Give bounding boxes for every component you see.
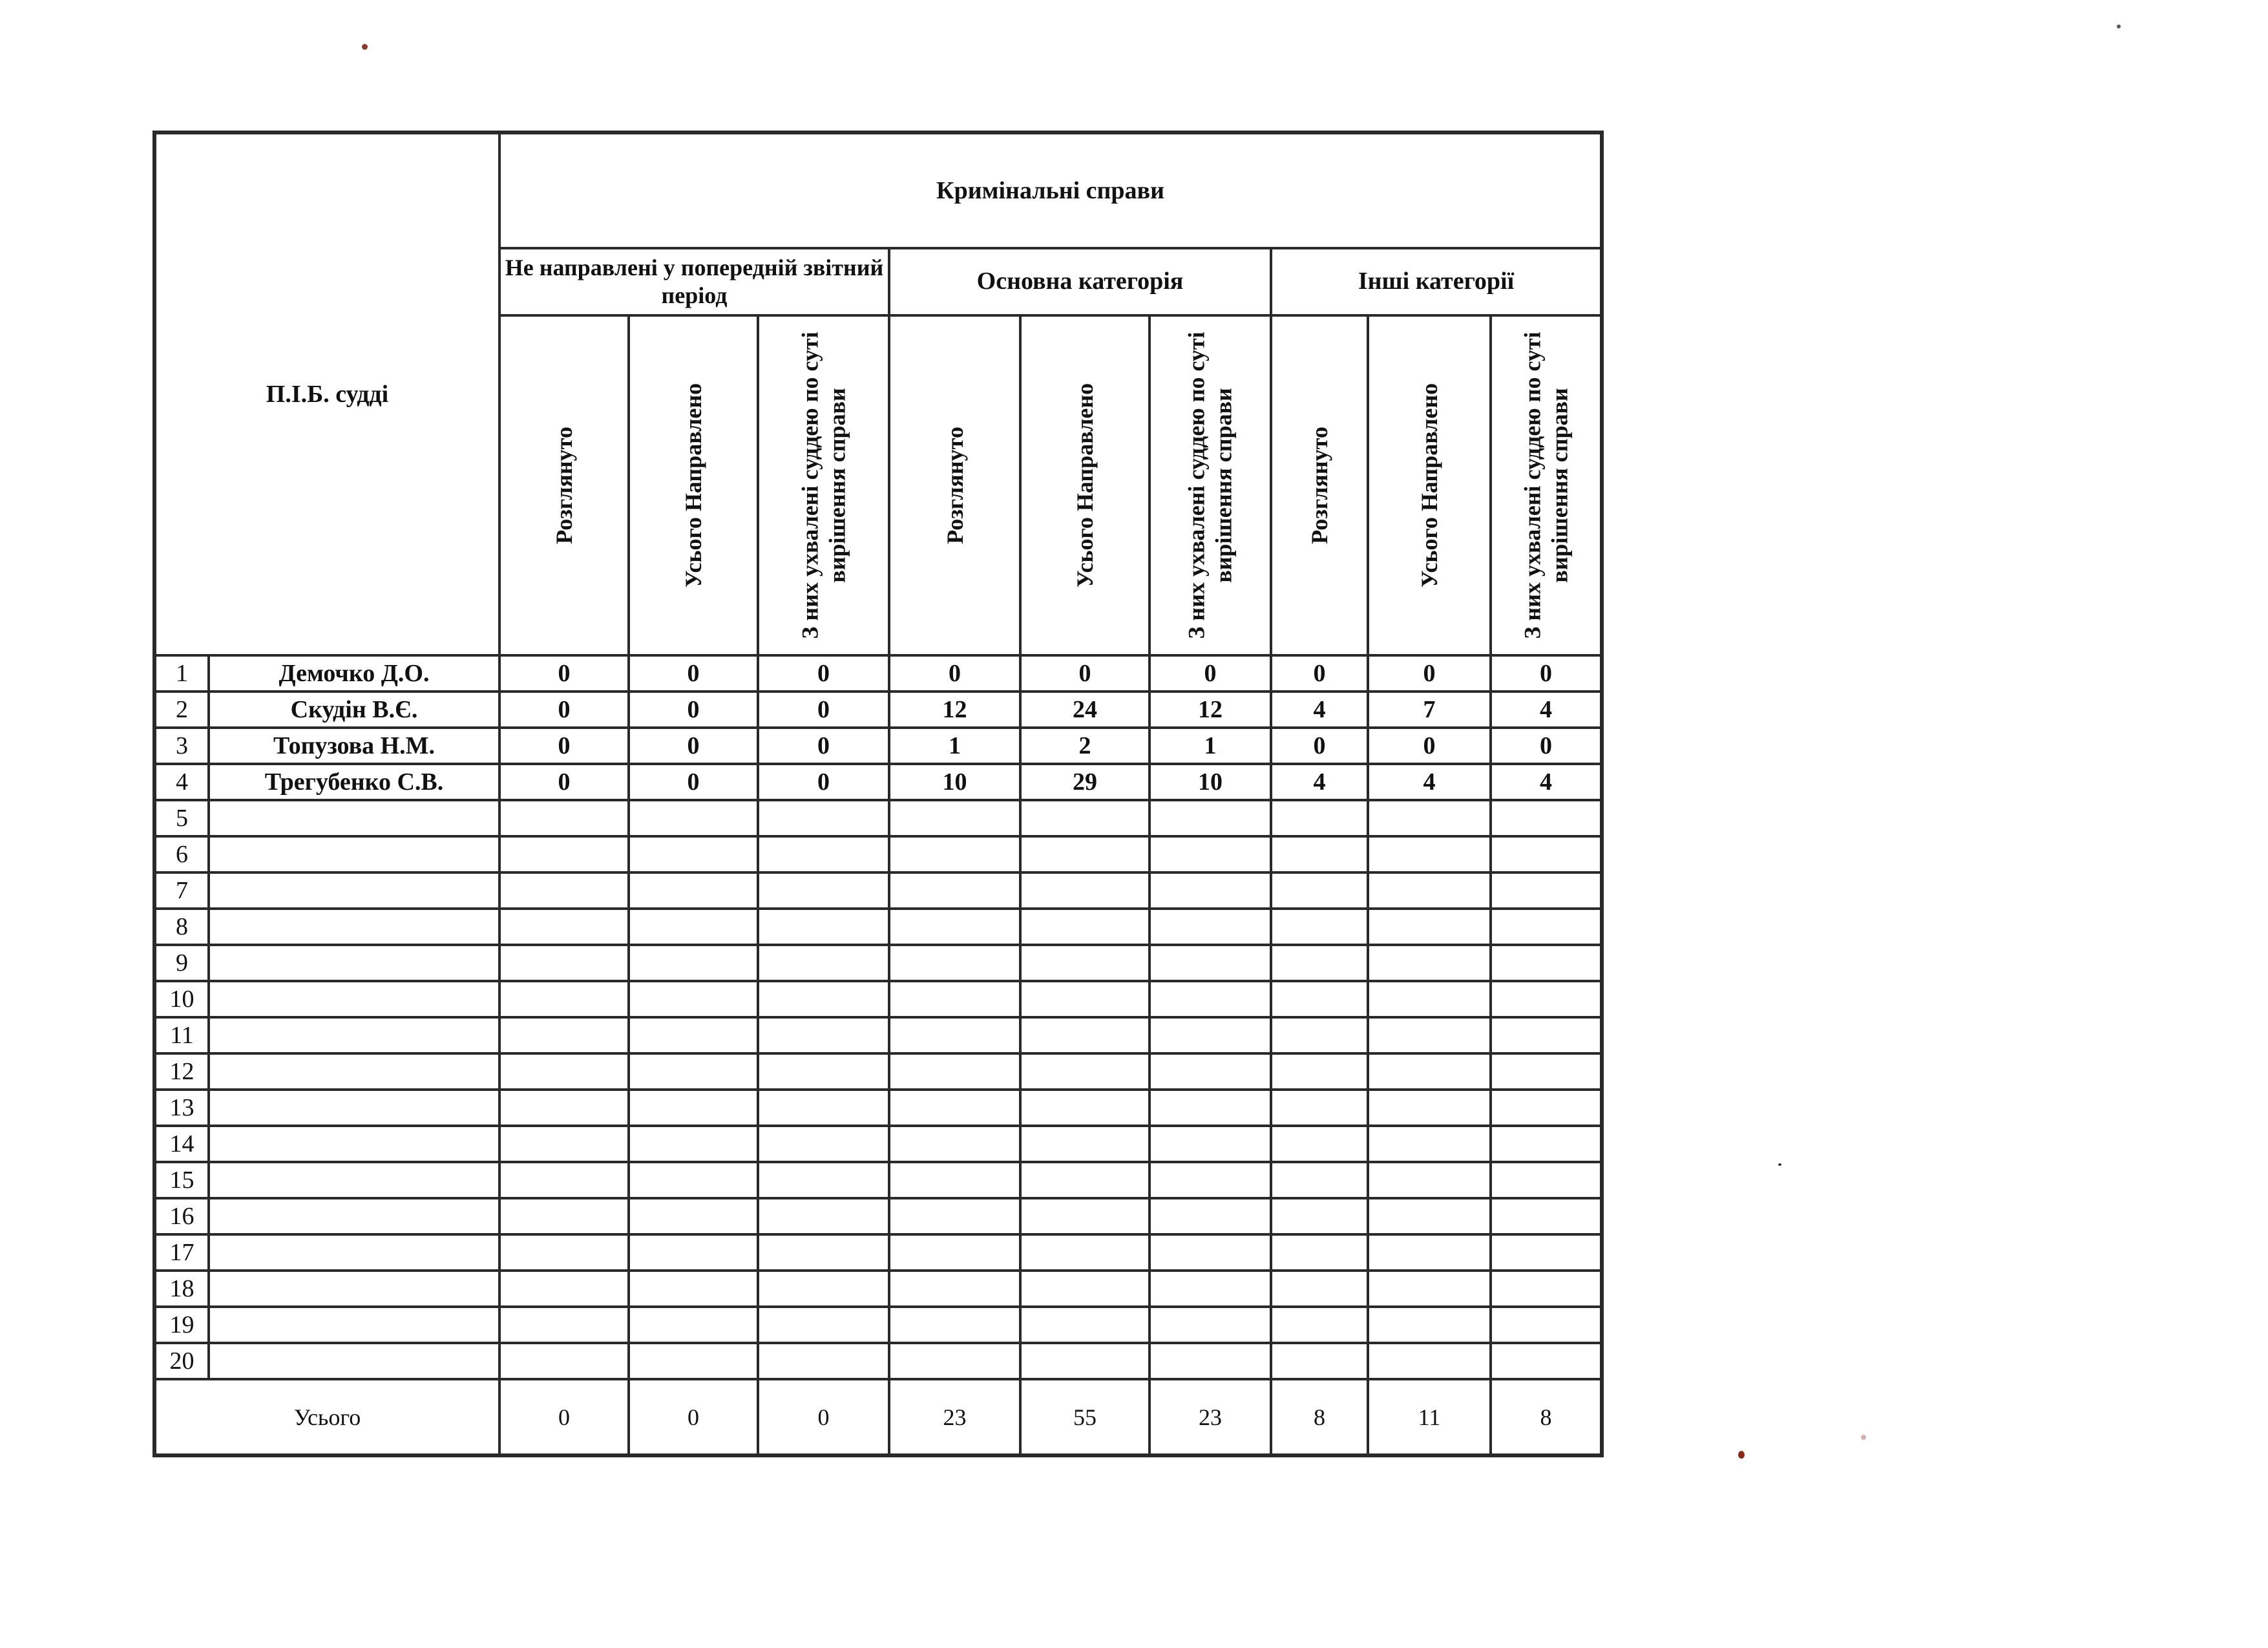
value-cell: 0 xyxy=(758,655,889,692)
value-cell xyxy=(1491,1017,1602,1053)
value-cell xyxy=(1368,1198,1491,1234)
value-cell xyxy=(889,1343,1020,1379)
value-cell xyxy=(758,836,889,872)
value-cell: 0 xyxy=(758,692,889,728)
value-cell xyxy=(1150,1126,1271,1162)
value-cell xyxy=(1271,1198,1368,1234)
value-cell xyxy=(758,1307,889,1343)
value-cell xyxy=(1271,981,1368,1017)
value-cell xyxy=(1368,872,1491,909)
value-cell xyxy=(889,1271,1020,1307)
value-cell: 0 xyxy=(499,728,629,764)
value-cell xyxy=(1020,1017,1150,1053)
column-header-label: Розглянуто xyxy=(551,427,577,544)
table-row xyxy=(154,1271,1602,1307)
total-value-cell: 0 xyxy=(629,1379,758,1455)
value-cell xyxy=(1491,1053,1602,1090)
value-cell xyxy=(758,1017,889,1053)
table-row xyxy=(154,728,1602,764)
judge-name-cell xyxy=(209,1234,499,1271)
value-cell: 0 xyxy=(629,655,758,692)
table-row xyxy=(154,800,1602,836)
judge-name-cell xyxy=(209,836,499,872)
value-cell: 0 xyxy=(1271,655,1368,692)
column-header-label: Усього Направлено xyxy=(1416,383,1442,588)
value-cell xyxy=(1271,909,1368,945)
value-cell xyxy=(1368,1234,1491,1271)
judge-name-cell xyxy=(209,909,499,945)
value-cell xyxy=(1271,1053,1368,1090)
table-row xyxy=(154,692,1602,728)
judge-name-cell xyxy=(209,945,499,981)
value-cell xyxy=(1150,872,1271,909)
value-cell xyxy=(1491,1090,1602,1126)
value-cell xyxy=(889,1126,1020,1162)
value-cell xyxy=(1491,800,1602,836)
value-cell xyxy=(889,800,1020,836)
value-cell: 0 xyxy=(499,692,629,728)
judge-name-cell xyxy=(209,1343,499,1379)
value-cell: 1 xyxy=(1150,728,1271,764)
value-cell xyxy=(1271,1307,1368,1343)
judge-name-cell: Топузова Н.М. xyxy=(209,728,499,764)
scan-speck xyxy=(2117,25,2121,28)
value-cell xyxy=(1150,800,1271,836)
value-cell xyxy=(1271,1343,1368,1379)
column-header-3 xyxy=(758,315,889,655)
value-cell xyxy=(1368,800,1491,836)
value-cell xyxy=(1491,1343,1602,1379)
value-cell: 0 xyxy=(629,728,758,764)
value-cell: 0 xyxy=(499,655,629,692)
value-cell xyxy=(758,1126,889,1162)
value-cell: 0 xyxy=(1491,728,1602,764)
group-header-main-category: Основна категорія xyxy=(889,248,1271,315)
row-number: 14 xyxy=(154,1126,209,1162)
value-cell xyxy=(1271,1090,1368,1126)
table-row xyxy=(154,1198,1602,1234)
value-cell: 10 xyxy=(1150,764,1271,800)
judge-name-cell xyxy=(209,1307,499,1343)
value-cell xyxy=(1020,1090,1150,1126)
total-value-cell: 0 xyxy=(758,1379,889,1455)
value-cell xyxy=(499,1017,629,1053)
value-cell xyxy=(1491,909,1602,945)
value-cell xyxy=(1020,1053,1150,1090)
row-number: 1 xyxy=(154,655,209,692)
column-header-2 xyxy=(629,315,758,655)
value-cell xyxy=(1491,981,1602,1017)
value-cell xyxy=(1150,1053,1271,1090)
judge-name-cell xyxy=(209,1017,499,1053)
value-cell xyxy=(1020,800,1150,836)
value-cell xyxy=(758,1234,889,1271)
value-cell xyxy=(1150,1234,1271,1271)
column-header-label: Розглянуто xyxy=(941,427,968,544)
total-value-cell: 8 xyxy=(1271,1379,1368,1455)
value-cell xyxy=(1491,1198,1602,1234)
value-cell xyxy=(758,872,889,909)
value-cell xyxy=(1368,836,1491,872)
value-cell xyxy=(758,1053,889,1090)
value-cell xyxy=(889,1017,1020,1053)
table-row xyxy=(154,872,1602,909)
judge-name-cell xyxy=(209,1271,499,1307)
value-cell xyxy=(1368,1271,1491,1307)
value-cell: 4 xyxy=(1491,692,1602,728)
value-cell: 0 xyxy=(758,764,889,800)
value-cell xyxy=(1020,836,1150,872)
value-cell xyxy=(758,1090,889,1126)
value-cell xyxy=(889,981,1020,1017)
value-cell: 12 xyxy=(1150,692,1271,728)
column-header-7 xyxy=(1271,315,1368,655)
table-row xyxy=(154,1343,1602,1379)
table-row xyxy=(154,909,1602,945)
value-cell xyxy=(1368,909,1491,945)
value-cell xyxy=(758,1343,889,1379)
judge-name-cell xyxy=(209,981,499,1017)
value-cell: 29 xyxy=(1020,764,1150,800)
column-header-6 xyxy=(1150,315,1271,655)
total-value-cell: 23 xyxy=(1150,1379,1271,1455)
value-cell xyxy=(1491,1162,1602,1198)
value-cell xyxy=(1491,836,1602,872)
value-cell xyxy=(499,1126,629,1162)
judge-name-cell xyxy=(209,872,499,909)
value-cell xyxy=(1491,1271,1602,1307)
value-cell xyxy=(1020,872,1150,909)
table-row xyxy=(154,1162,1602,1198)
value-cell xyxy=(1271,1162,1368,1198)
column-header-4 xyxy=(889,315,1020,655)
table-row xyxy=(154,981,1602,1017)
value-cell xyxy=(499,836,629,872)
value-cell: 0 xyxy=(499,764,629,800)
row-number: 4 xyxy=(154,764,209,800)
value-cell xyxy=(1020,1162,1150,1198)
value-cell: 12 xyxy=(889,692,1020,728)
value-cell xyxy=(629,836,758,872)
value-cell xyxy=(629,800,758,836)
value-cell xyxy=(1271,1126,1368,1162)
value-cell xyxy=(1150,1343,1271,1379)
row-number: 7 xyxy=(154,872,209,909)
value-cell: 4 xyxy=(1271,692,1368,728)
value-cell xyxy=(1368,1017,1491,1053)
total-value-cell: 11 xyxy=(1368,1379,1491,1455)
value-cell xyxy=(1150,1271,1271,1307)
table-row xyxy=(154,1053,1602,1090)
value-cell: 0 xyxy=(1368,728,1491,764)
row-number: 19 xyxy=(154,1307,209,1343)
column-header-label: Усього Направлено xyxy=(680,383,706,588)
value-cell: 0 xyxy=(1150,655,1271,692)
value-cell: 0 xyxy=(1020,655,1150,692)
judge-name-header: П.І.Б. судді xyxy=(154,132,499,655)
value-cell: 0 xyxy=(629,764,758,800)
value-cell xyxy=(1368,1162,1491,1198)
value-cell xyxy=(1150,981,1271,1017)
value-cell xyxy=(1271,836,1368,872)
column-header-9 xyxy=(1491,315,1602,655)
value-cell xyxy=(499,1053,629,1090)
judge-name-cell xyxy=(209,1126,499,1162)
value-cell xyxy=(629,1271,758,1307)
value-cell xyxy=(499,1090,629,1126)
value-cell xyxy=(1020,1126,1150,1162)
value-cell xyxy=(758,981,889,1017)
value-cell xyxy=(1020,1234,1150,1271)
value-cell xyxy=(1368,1126,1491,1162)
value-cell xyxy=(499,1162,629,1198)
value-cell xyxy=(1491,945,1602,981)
column-header-label: З них ухвалені суддею по суті вирішення справи xyxy=(797,332,850,639)
value-cell xyxy=(499,981,629,1017)
value-cell xyxy=(499,1198,629,1234)
value-cell xyxy=(889,945,1020,981)
value-cell xyxy=(1150,1198,1271,1234)
value-cell: 4 xyxy=(1271,764,1368,800)
value-cell xyxy=(629,1126,758,1162)
row-number: 3 xyxy=(154,728,209,764)
value-cell xyxy=(1368,945,1491,981)
value-cell xyxy=(889,909,1020,945)
value-cell xyxy=(629,872,758,909)
value-cell xyxy=(889,1090,1020,1126)
value-cell xyxy=(499,945,629,981)
value-cell: 0 xyxy=(629,692,758,728)
value-cell xyxy=(1271,800,1368,836)
table-row xyxy=(154,1017,1602,1053)
value-cell xyxy=(629,981,758,1017)
value-cell xyxy=(1020,909,1150,945)
column-header-5 xyxy=(1020,315,1150,655)
row-number: 12 xyxy=(154,1053,209,1090)
total-value-cell: 55 xyxy=(1020,1379,1150,1455)
row-number: 9 xyxy=(154,945,209,981)
value-cell xyxy=(629,1234,758,1271)
scan-speck xyxy=(362,44,368,50)
table-row xyxy=(154,945,1602,981)
row-number: 11 xyxy=(154,1017,209,1053)
table-row xyxy=(154,764,1602,800)
value-cell xyxy=(629,1343,758,1379)
value-cell xyxy=(889,1198,1020,1234)
value-cell: 4 xyxy=(1491,764,1602,800)
value-cell xyxy=(499,800,629,836)
value-cell xyxy=(1491,1234,1602,1271)
judge-name-cell: Демочко Д.О. xyxy=(209,655,499,692)
value-cell xyxy=(758,1271,889,1307)
value-cell xyxy=(629,1198,758,1234)
value-cell xyxy=(889,836,1020,872)
value-cell xyxy=(1271,872,1368,909)
value-cell xyxy=(1020,981,1150,1017)
column-header-label: Розглянуто xyxy=(1306,427,1332,544)
value-cell xyxy=(1150,1090,1271,1126)
column-header-label: З них ухвалені суддею по суті вирішення справи xyxy=(1183,332,1237,639)
value-cell xyxy=(629,909,758,945)
value-cell xyxy=(1150,1307,1271,1343)
row-number: 2 xyxy=(154,692,209,728)
value-cell xyxy=(1271,1271,1368,1307)
table-row xyxy=(154,1090,1602,1126)
total-value-cell: 8 xyxy=(1491,1379,1602,1455)
column-header-8 xyxy=(1368,315,1491,655)
judge-name-cell xyxy=(209,800,499,836)
value-cell xyxy=(499,1343,629,1379)
column-header-1 xyxy=(499,315,629,655)
judge-name-cell xyxy=(209,1090,499,1126)
total-row xyxy=(154,1379,1602,1455)
judge-name-cell: Скудін В.Є. xyxy=(209,692,499,728)
row-number: 16 xyxy=(154,1198,209,1234)
judge-name-cell xyxy=(209,1198,499,1234)
value-cell xyxy=(499,1307,629,1343)
value-cell xyxy=(629,1307,758,1343)
value-cell xyxy=(1020,945,1150,981)
table-row xyxy=(154,655,1602,692)
row-number: 8 xyxy=(154,909,209,945)
scan-speck xyxy=(1778,1163,1781,1166)
value-cell xyxy=(499,872,629,909)
table-row xyxy=(154,1126,1602,1162)
total-value-cell: 23 xyxy=(889,1379,1020,1455)
total-label: Усього xyxy=(154,1379,499,1455)
scan-speck xyxy=(1738,1451,1745,1459)
column-header-label: Усього Направлено xyxy=(1071,383,1098,588)
value-cell xyxy=(1368,1053,1491,1090)
row-number: 17 xyxy=(154,1234,209,1271)
value-cell: 0 xyxy=(758,728,889,764)
group-header-other-categories: Інші категорії xyxy=(1271,248,1602,315)
table-row xyxy=(154,1234,1602,1271)
row-number: 10 xyxy=(154,981,209,1017)
table-title: Кримінальні справи xyxy=(499,132,1602,248)
criminal-cases-table xyxy=(152,131,1604,1457)
value-cell xyxy=(1150,945,1271,981)
value-cell: 2 xyxy=(1020,728,1150,764)
value-cell: 1 xyxy=(889,728,1020,764)
value-cell: 0 xyxy=(889,655,1020,692)
value-cell xyxy=(889,1053,1020,1090)
value-cell xyxy=(1150,1162,1271,1198)
judge-name-cell xyxy=(209,1162,499,1198)
value-cell: 24 xyxy=(1020,692,1150,728)
value-cell xyxy=(889,1234,1020,1271)
row-number: 13 xyxy=(154,1090,209,1126)
value-cell xyxy=(629,1053,758,1090)
judge-name-cell xyxy=(209,1053,499,1090)
value-cell xyxy=(1491,872,1602,909)
value-cell: 0 xyxy=(1368,655,1491,692)
value-cell: 0 xyxy=(1491,655,1602,692)
value-cell: 0 xyxy=(1271,728,1368,764)
value-cell xyxy=(1150,836,1271,872)
table-row xyxy=(154,836,1602,872)
value-cell xyxy=(758,909,889,945)
value-cell xyxy=(1491,1126,1602,1162)
value-cell: 7 xyxy=(1368,692,1491,728)
row-number: 18 xyxy=(154,1271,209,1307)
value-cell xyxy=(1368,1307,1491,1343)
row-number: 5 xyxy=(154,800,209,836)
total-value-cell: 0 xyxy=(499,1379,629,1455)
value-cell xyxy=(629,1017,758,1053)
value-cell xyxy=(1271,945,1368,981)
value-cell xyxy=(1271,1017,1368,1053)
value-cell xyxy=(1368,981,1491,1017)
value-cell xyxy=(629,1162,758,1198)
value-cell: 4 xyxy=(1368,764,1491,800)
value-cell xyxy=(1020,1343,1150,1379)
column-header-label: З них ухвалені суддею по суті вирішення справи xyxy=(1519,332,1573,639)
judge-name-cell: Трегубенко С.В. xyxy=(209,764,499,800)
value-cell xyxy=(1368,1090,1491,1126)
row-number: 20 xyxy=(154,1343,209,1379)
value-cell xyxy=(629,1090,758,1126)
scan-speck xyxy=(1861,1435,1866,1440)
table-row xyxy=(154,1307,1602,1343)
value-cell xyxy=(1020,1271,1150,1307)
value-cell xyxy=(1271,1234,1368,1271)
value-cell xyxy=(758,1162,889,1198)
value-cell xyxy=(889,1307,1020,1343)
value-cell xyxy=(499,909,629,945)
value-cell: 10 xyxy=(889,764,1020,800)
value-cell xyxy=(499,1234,629,1271)
report-sheet xyxy=(152,131,1604,1457)
value-cell xyxy=(1368,1343,1491,1379)
row-number: 15 xyxy=(154,1162,209,1198)
value-cell xyxy=(499,1271,629,1307)
value-cell xyxy=(758,1198,889,1234)
value-cell xyxy=(629,945,758,981)
value-cell xyxy=(889,1162,1020,1198)
group-header-prior-period: Не направлені у попередній звітний період xyxy=(499,248,889,315)
value-cell xyxy=(758,800,889,836)
row-number: 6 xyxy=(154,836,209,872)
value-cell xyxy=(1491,1307,1602,1343)
value-cell xyxy=(758,945,889,981)
value-cell xyxy=(889,872,1020,909)
value-cell xyxy=(1150,909,1271,945)
value-cell xyxy=(1020,1198,1150,1234)
value-cell xyxy=(1020,1307,1150,1343)
value-cell xyxy=(1150,1017,1271,1053)
